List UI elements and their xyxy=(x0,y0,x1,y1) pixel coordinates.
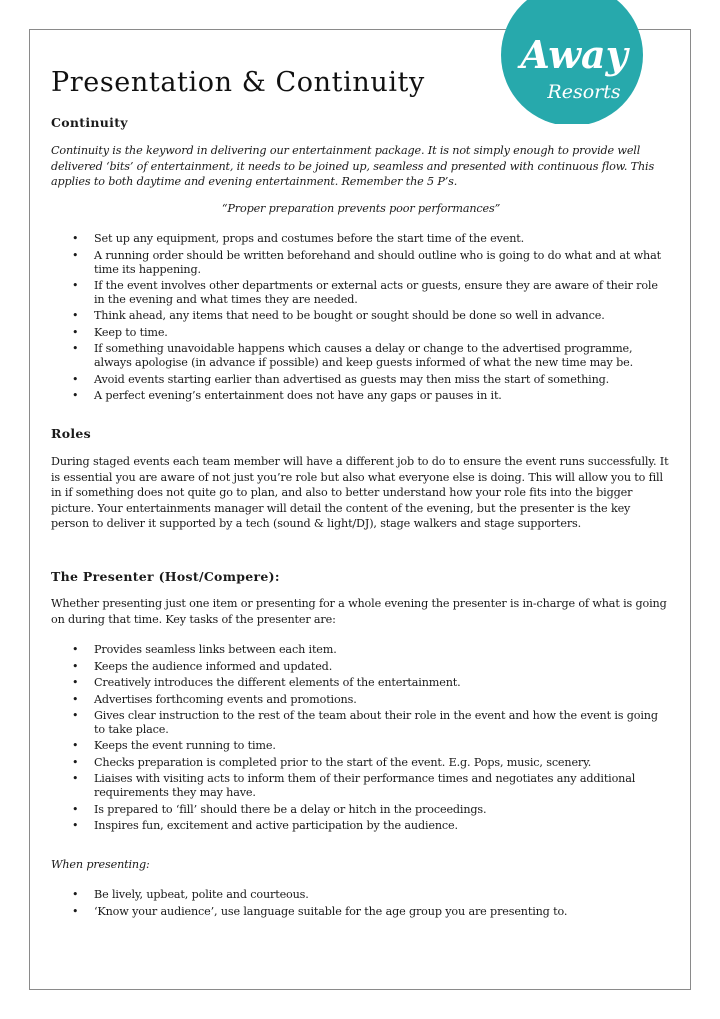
list-item: • If the event involves other departments or external acts or guests, ensure they are aware of their role in the evening and what times they are needed. xyxy=(72,279,658,306)
bullet-icon: • xyxy=(72,309,79,323)
when-presenting-heading: When presenting: xyxy=(51,857,150,871)
presenter-bullet-list xyxy=(51,643,671,833)
list-item: • Checks preparation is completed prior to the start of the event. E.g. Pops, music, scenery. xyxy=(72,755,592,769)
list-item: • A running order should be written beforehand and should outline who is going to do what and at what time its happening. xyxy=(72,248,661,276)
list-item: • Creatively introduces the different elements of the entertainment. xyxy=(72,676,461,690)
list-item: • Is prepared to ‘fill’ should there be a delay or hitch in the proceedings. xyxy=(72,802,487,816)
list-item: • Set up any equipment, props and costumes before the start time of the event. xyxy=(72,232,525,246)
roles-body: During staged events each team member will have a different job to do to ensure the event runs successfully. It is essential you are aware of not just you’re role but also what everyone else is doing. This will allow you to fill in if something does not quite go to plan, and also to better understand how your role fits into the bigger picture. Your entertainments manager will detail the content of the evening, but the presenter is the key person to deliver it supported by a tech (sound & light/DJ), stage walkers and stage supporters. xyxy=(51,454,669,531)
bullet-icon: • xyxy=(72,232,79,246)
bullet-icon: • xyxy=(72,755,79,769)
bullet-icon: • xyxy=(72,904,79,918)
presenter-intro: Whether presenting just one item or presenting for a whole evening the presenter is in-charge of what is going on during that time. Key tasks of the presenter are: xyxy=(51,596,667,626)
list-item: • Keeps the event running to time. xyxy=(72,739,276,753)
section-heading-presenter: The Presenter (Host/Compere): xyxy=(51,568,280,584)
list-item: • Avoid events starting earlier than advertised as guests may then miss the start of something. xyxy=(72,372,610,386)
when-presenting-bullet-list xyxy=(51,888,671,918)
bullet-icon: • xyxy=(72,279,79,293)
bullet-icon: • xyxy=(72,676,79,690)
bullet-icon: • xyxy=(72,389,79,403)
list-item: • Think ahead, any items that need to be bought or sought should be done so well in advance. xyxy=(72,309,605,323)
list-item: • ‘Know your audience’, use language suitable for the age group you are presenting to. xyxy=(72,904,568,918)
section-heading-roles: Roles xyxy=(51,425,91,441)
list-item: • Keep to time. xyxy=(72,325,168,339)
bullet-icon: • xyxy=(72,888,79,902)
bullet-icon: • xyxy=(72,709,79,723)
bullet-icon: • xyxy=(72,692,79,706)
list-item: • Provides seamless links between each item. xyxy=(72,643,337,657)
list-item: • If something unavoidable happens which causes a delay or change to the advertised programme, always apologise (in advance if possible) and keep guests informed of what the new time may be. xyxy=(72,342,634,370)
continuity-quote: “Proper preparation prevents poor performances” xyxy=(221,201,501,215)
list-item: • Inspires fun, excitement and active participation by the audience. xyxy=(72,819,458,833)
list-item: • Keeps the audience informed and updated. xyxy=(72,659,333,673)
bullet-icon: • xyxy=(72,659,79,673)
page-title: Presentation & Continuity xyxy=(51,67,425,98)
bullet-icon: • xyxy=(72,643,79,657)
bullet-icon: • xyxy=(72,802,79,816)
list-item: • Liaises with visiting acts to inform them of their performance times and negotiates any additional requirements they may have. xyxy=(72,772,636,800)
list-item: • Advertises forthcoming events and promotions. xyxy=(72,692,357,706)
logo-text-line2: Resorts xyxy=(547,81,621,103)
bullet-icon: • xyxy=(72,325,79,339)
bullet-icon: • xyxy=(72,372,79,386)
section-heading-continuity: Continuity xyxy=(51,115,128,130)
bullet-icon: • xyxy=(72,739,79,753)
list-item: • Gives clear instruction to the rest of the team about their role in the event and how the event is going to take place. xyxy=(72,709,658,736)
logo-text-line1: Away xyxy=(520,32,628,77)
bullet-icon: • xyxy=(72,819,79,833)
document-content xyxy=(51,66,671,921)
bullet-icon: • xyxy=(72,772,79,786)
list-item: • A perfect evening’s entertainment does not have any gaps or pauses in it. xyxy=(72,389,502,403)
bullet-icon: • xyxy=(72,248,79,262)
continuity-bullet-list xyxy=(51,232,671,403)
bullet-icon: • xyxy=(72,342,79,356)
list-item: • Be lively, upbeat, polite and courteous. xyxy=(72,888,309,902)
continuity-intro: Continuity is the keyword in delivering our entertainment package. It is not simply enough to provide well delivered ‘bits’ of entertainment, it needs to be joined up, seamless and presented with continuous flow. This applies to both daytime and evening entertainment. Remember the 5 P’s. xyxy=(51,144,655,189)
